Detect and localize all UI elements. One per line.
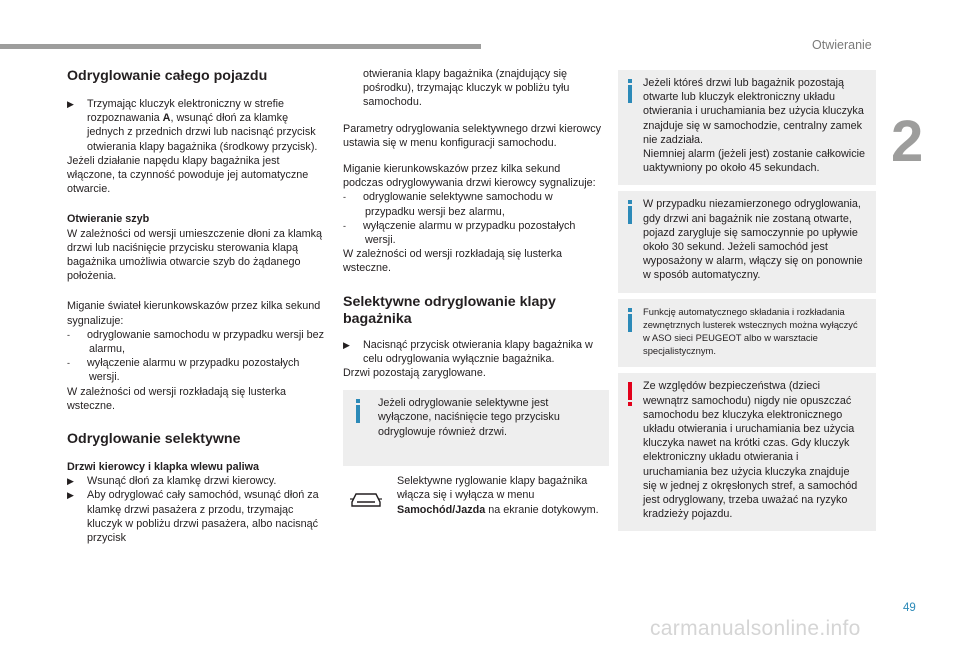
mirrors-note: W zależności od wersji rozkładają się lusterka wsteczne. <box>67 385 287 412</box>
blink-intro-2: Miganie kierunkowskazów przez kilka sekund podczas odryglowywania drzwi kierowcy sygnalizuje: <box>343 163 596 190</box>
chapter-number: 2 <box>891 109 924 174</box>
column-1 <box>67 68 327 545</box>
doors-locked-note: Drzwi pozostają zaryglowane. <box>343 367 486 380</box>
mirrors-note-2: W zależności od wersji rozkładają się lusterka wsteczne. <box>343 248 563 275</box>
arrow-bullet-icon: ▶ <box>67 476 74 487</box>
info-box-doors-open: Jeżeli któreś drzwi lub bagażnik pozostają otwarte lub kluczyk elektroniczny układu otwierania i uruchamiania bez użycia kluczyka znajduje się w samochodzie, centralny zamek nie zadziała. Niemniej alarm (jeżeli jest) zostanie całkowicie uaktywniony po około 45 sekundach. <box>618 70 876 185</box>
blink-intro: Miganie świateł kierunkowskazów przez kilka sekund sygnalizuje: <box>67 300 321 327</box>
list-item: - odryglowanie selektywne samochodu w przypadku wersji bez alarmu, <box>343 191 553 218</box>
info-icon <box>628 308 632 332</box>
paragraph-tailgate: Jeżeli działanie napędu klapy bagażnika jest włączone, ta czynność powoduje jej automatyczne otwarcie. <box>67 154 309 196</box>
column-3 <box>618 70 876 531</box>
subheading-driver-door: Drzwi kierowcy i klapka wlewu paliwa <box>67 461 260 474</box>
warning-box-safety: Ze względów bezpieczeństwa (dzieci wewnątrz samochodu) nigdy nie opuszczać samochodu bez kluczyka elektronicznego układu otwierania i uruchamiania bez użycia kluczyka nawet na krótki czas. Gdy kluczyk elektroniczny układu otwierania i uruchamiania bez użycia kluczyka znajduje się w jednej z okręsłonych stref, a samochód jest odryglowany, trzeba uważać na ryzyko kradzieży pojazdu. <box>618 373 876 531</box>
car-menu-note: Selektywne ryglowanie klapy bagażnika włącza się i wyłącza w menu Samochód/Jazda na ekranie dotykowym. <box>343 474 603 517</box>
warning-icon <box>628 382 632 406</box>
paragraph-windows: W zależności od wersji umieszczenie dłoni za klamką drzwi lub naciśnięcie przycisku sterowania klapą bagażnika umożliwia otwarcie szyb do żądanego położenia. <box>67 227 323 283</box>
list-item: - odryglowanie samochodu w przypadku wersji bez alarmu, <box>67 328 325 356</box>
step-tailgate: ▶ Nacisnąć przycisk otwierania klapy bagażnika w celu odryglowania wyłącznie bagażnika. <box>343 338 593 365</box>
continued-text: otwierania klapy bagażnika (znajdujący się pośrodku), trzymając kluczyk w pobliżu tyłu samochodu. <box>363 68 570 109</box>
step-unlock-whole: ▶ Aby odryglować cały samochód, wsunąć dłoń za klamkę drzwi pasażera z przodu, trzymając kluczyk w pobliżu drzwi pasażera, albo nacisnąć przycisk <box>67 489 319 545</box>
header-bar <box>0 44 481 49</box>
car-outline-icon <box>349 490 383 508</box>
paragraph-settings: Parametry odryglowania selektywnego drzwi kierowcy ustawia się w menu konfiguracji samochodu. <box>343 122 602 149</box>
heading-unlock-all: Odryglowanie całego pojazdu <box>67 68 268 84</box>
list-item: - wyłączenie alarmu w przypadku pozostałych wersji. <box>67 357 300 384</box>
heading-selective: Odryglowanie selektywne <box>67 431 241 448</box>
info-icon <box>628 79 632 103</box>
watermark: carmanualsonline.info <box>650 617 861 640</box>
arrow-bullet-icon: ▶ <box>67 99 74 109</box>
subheading-windows: Otwieranie szyb <box>67 213 150 226</box>
step-driver-door: ▶ Wsunąć dłoń za klamkę drzwi kierowcy. <box>67 475 277 488</box>
info-icon <box>356 399 360 423</box>
arrow-bullet-icon: ▶ <box>67 490 74 501</box>
info-icon <box>628 200 632 224</box>
arrow-bullet-icon: ▶ <box>343 339 350 350</box>
step-unlock-all: ▶ Trzymając kluczyk elektroniczny w strefie rozpoznawania A, wsunąć dłoń za klamkę jednych z przednich drzwi lub nacisnąć przycisk otwierania klapy bagażnika (środkowy przycisk). <box>67 98 318 153</box>
column-2 <box>343 67 603 517</box>
info-box-auto-relock: W przypadku niezamierzonego odryglowania, gdy drzwi ani bagażnik nie zostaną otwarte, pojazd zarygluje się samoczynnie po upływie około 30 sekund. Jeżeli samochód jest wyposażony w alarm, włączy się on ponownie w sposób automatyczny. <box>618 191 876 292</box>
heading-selective-tailgate: Selektywne odryglowanie klapy bagażnika <box>343 293 556 327</box>
info-box-mirrors: Funkcję automatycznego składania i rozkładania zewnętrznych lusterek wstecznych można wyłączyć w ASO sieci PEUGEOT albo w warsztacie specjalistycznym. <box>618 299 876 368</box>
list-item: - wyłączenie alarmu w przypadku pozostałych wersji. <box>343 219 576 247</box>
section-title: Otwieranie <box>812 38 872 52</box>
info-box-selective: Jeżeli odryglowanie selektywne jest wyłączone, naciśnięcie tego przycisku odryglowuje również drzwi. <box>343 390 609 466</box>
page-number: 49 <box>903 602 916 614</box>
